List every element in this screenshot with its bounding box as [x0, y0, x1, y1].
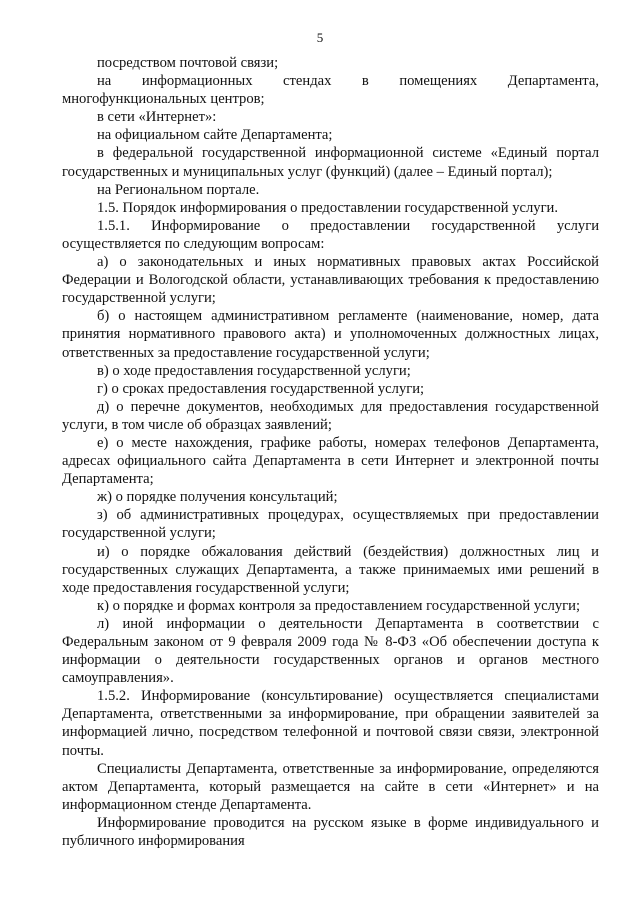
paragraph: на официальном сайте Департамента; [97, 127, 333, 144]
paragraph: в сети «Интернет»: [97, 109, 217, 126]
list-item: б) о настоящем административном регламенте (наименование, номер, дата принятия нормативного правового акта) и уполномоченных должностных лицах, ответственных за предоставление государственной услуги; [62, 308, 599, 361]
section-heading: 1.5. Порядок информирования о предоставлении государственной услуги. [97, 199, 559, 216]
paragraph: Специалисты Департамента, ответственные за информирование, определяются актом Департамента, который размещается на сайте в сети «Интернет» и на информационном стенде Департамента. [62, 760, 599, 813]
paragraph: посредством почтовой связи; [97, 55, 279, 71]
list-item: е) о месте нахождения, графике работы, номерах телефонов Департамента, адресах официального сайта Департамента в сети Интернет и электронной почты Департамента; [62, 434, 599, 488]
list-item: в) о ходе предоставления государственной услуги; [97, 362, 411, 379]
list-item: д) о перечне документов, необходимых для предоставления государственной услуги, в том числе об образцах заявлений; [62, 398, 599, 433]
paragraph: Информирование проводится на русском языке в форме индивидуального и публичного информирования [62, 814, 599, 850]
paragraph: на Региональном портале. [97, 181, 260, 198]
paragraph: 1.5.2. Информирование (консультирование) осуществляется специалистами Департамента, ответственными за информирование, при обращении заявителей за информацией лично, посредством телефонной и почтовой связи связи, электронной почты. [62, 688, 599, 759]
list-item: а) о законодательных и иных нормативных правовых актах Российской Федерации и Вологодской области, устанавливающих требования к предоставлению государственной услуги; [62, 254, 599, 307]
paragraph: в федеральной государственной информационной системе «Единый портал государственных и муниципальных услуг (функций) (далее – Единый портал); [62, 145, 599, 180]
page-number: 5 [316, 30, 324, 45]
list-item: л) иной информации о деятельности Департамента в соответствии с Федеральным законом от 9 февраля 2009 года № 8-ФЗ «Об обеспечении доступа к информации о деятельности государственных органов и органов местного самоуправления». [62, 615, 599, 687]
paragraph: 1.5.1. Информирование о предоставлении государственной услуги осуществляется по следующим вопросам: [62, 217, 599, 252]
list-item: ж) о порядке получения консультаций; [97, 489, 338, 506]
list-item: г) о сроках предоставления государственной услуги; [97, 380, 425, 397]
list-item: к) о порядке и формах контроля за предоставлением государственной услуги; [97, 597, 581, 614]
document-body [62, 54, 599, 850]
paragraph: на информационных стендах в помещениях Департамента, многофункциональных центров; [62, 73, 599, 108]
list-item: и) о порядке обжалования действий (бездействия) должностных лиц и государственных служащих Департамента, а также принимаемых ими решений в ходе предоставления государственной услуги; [62, 543, 599, 596]
list-item: з) об административных процедурах, осуществляемых при предоставлении государственной услуги; [62, 507, 599, 542]
